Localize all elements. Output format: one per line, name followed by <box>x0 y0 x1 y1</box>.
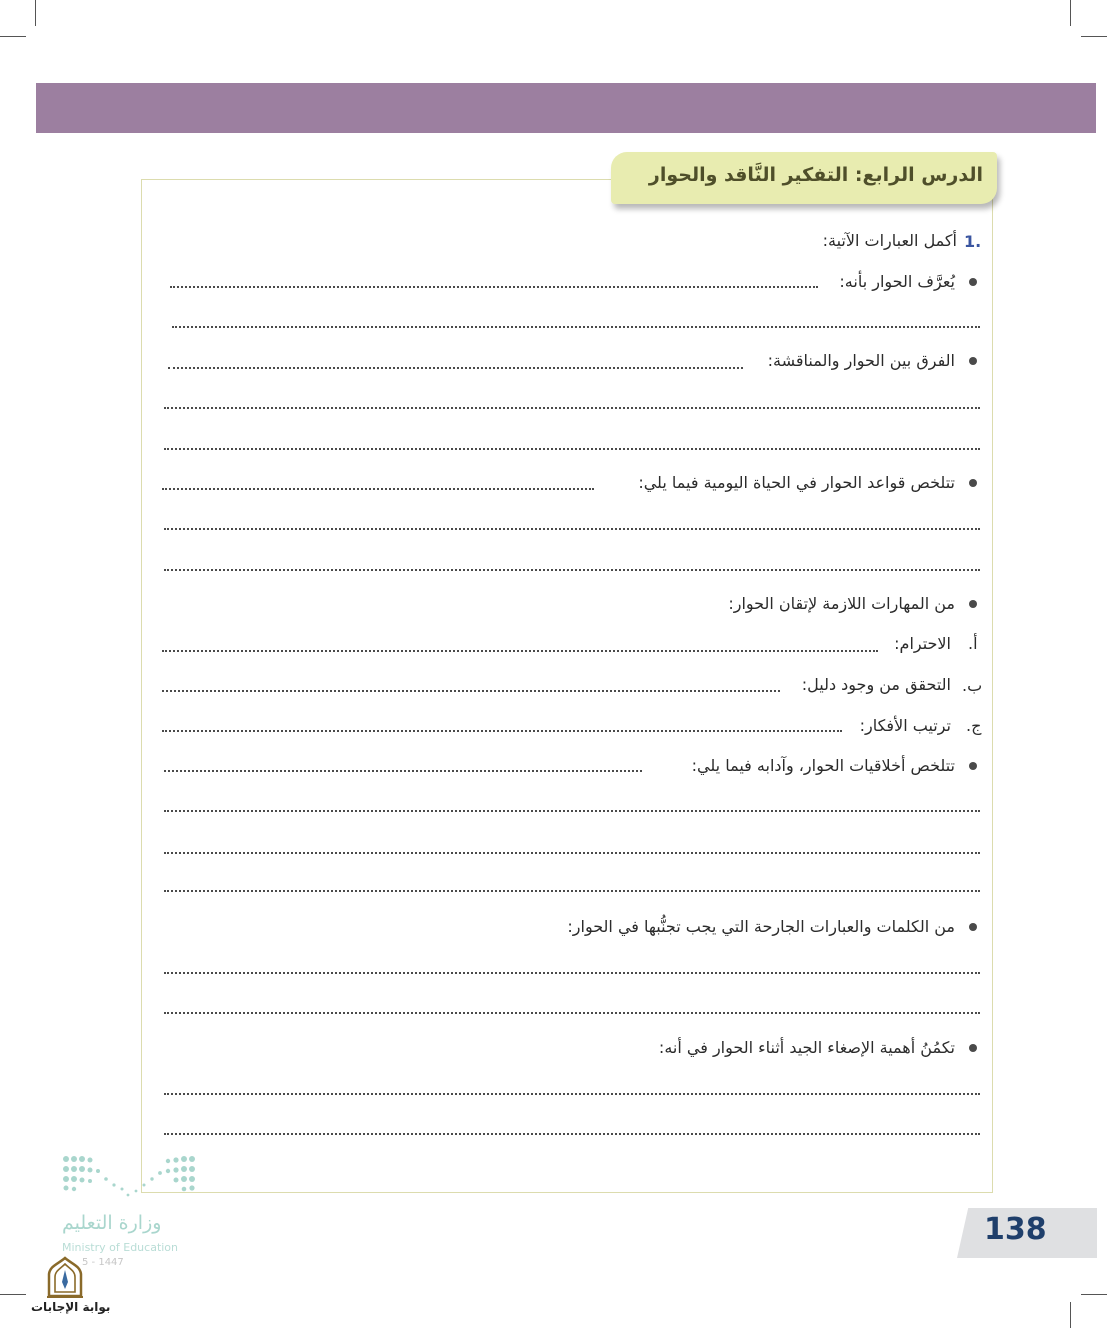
bullet-icon <box>969 600 977 608</box>
item-rules: تتلخص قواعد الحوار في الحياة اليومية فيما يلي: <box>638 473 955 492</box>
skill-c: ترتيب الأفكار: <box>859 716 951 735</box>
item-definition: يُعرَّف الحوار بأنه: <box>839 272 955 291</box>
skill-b: التحقق من وجود دليل: <box>801 675 951 694</box>
bullet-icon <box>969 357 977 365</box>
answer-line[interactable] <box>164 890 980 892</box>
portal-logo-icon <box>44 1256 86 1300</box>
question-number: 1. <box>964 232 982 251</box>
lesson-title: الدرس الرابع: التفكير النَّاقد والحوار <box>648 164 983 186</box>
crop-mark <box>35 0 36 26</box>
answer-line[interactable] <box>162 488 594 490</box>
skill-a-letter: أ. <box>968 634 978 653</box>
bullet-icon <box>969 762 977 770</box>
answer-line[interactable] <box>164 569 980 571</box>
skill-b-letter: ب. <box>962 676 983 695</box>
crop-mark <box>0 36 26 37</box>
ministry-arabic-name: وزارة التعليم <box>62 1212 162 1234</box>
portal-name: بوابة الإجابات <box>31 1300 111 1314</box>
answer-line[interactable] <box>164 448 980 450</box>
crop-mark <box>1070 1302 1071 1328</box>
answer-line[interactable] <box>170 286 818 288</box>
bullet-icon <box>969 479 977 487</box>
answer-line[interactable] <box>164 972 980 974</box>
answer-line[interactable] <box>164 1093 980 1095</box>
lesson-title-tab <box>611 152 997 204</box>
bullet-icon <box>969 1044 977 1052</box>
answer-line[interactable] <box>162 690 780 692</box>
item-ethics: تتلخص أخلاقيات الحوار، وآدابه فيما يلي: <box>691 756 955 775</box>
item-difference: الفرق بين الحوار والمناقشة: <box>767 351 955 370</box>
item-skills: من المهارات اللازمة لإتقان الحوار: <box>728 594 955 613</box>
header-banner <box>36 83 1096 133</box>
item-hurtful-words: من الكلمات والعبارات الجارحة التي يجب تجنُّبها في الحوار: <box>567 917 955 936</box>
crop-mark <box>0 1294 26 1295</box>
crop-mark <box>1081 36 1107 37</box>
answer-line[interactable] <box>164 1133 980 1135</box>
ministry-dots-icon <box>62 1155 198 1199</box>
answer-line[interactable] <box>164 770 642 772</box>
answer-line[interactable] <box>172 326 980 328</box>
answer-line[interactable] <box>164 810 980 812</box>
crop-mark <box>1081 1294 1107 1295</box>
answer-line[interactable] <box>164 852 980 854</box>
answer-line[interactable] <box>164 1012 980 1014</box>
ministry-year: 5 - 1447 <box>82 1257 124 1268</box>
bullet-icon <box>969 923 977 931</box>
bullet-icon <box>969 278 977 286</box>
skill-c-letter: ج. <box>966 716 982 735</box>
question-text: أكمل العبارات الآتية: <box>822 231 957 250</box>
crop-mark <box>1070 0 1071 26</box>
skill-a: الاحترام: <box>894 634 951 653</box>
answer-line[interactable] <box>168 367 743 369</box>
answer-line[interactable] <box>164 528 980 530</box>
answer-line[interactable] <box>164 407 980 409</box>
page-number: 138 <box>984 1212 1047 1247</box>
answer-line[interactable] <box>162 650 878 652</box>
item-listening: تكمُنُ أهمية الإصغاء الجيد أثناء الحوار في أنه: <box>658 1038 955 1057</box>
ministry-english-name: Ministry of Education <box>62 1241 179 1254</box>
answer-line[interactable] <box>162 730 842 732</box>
